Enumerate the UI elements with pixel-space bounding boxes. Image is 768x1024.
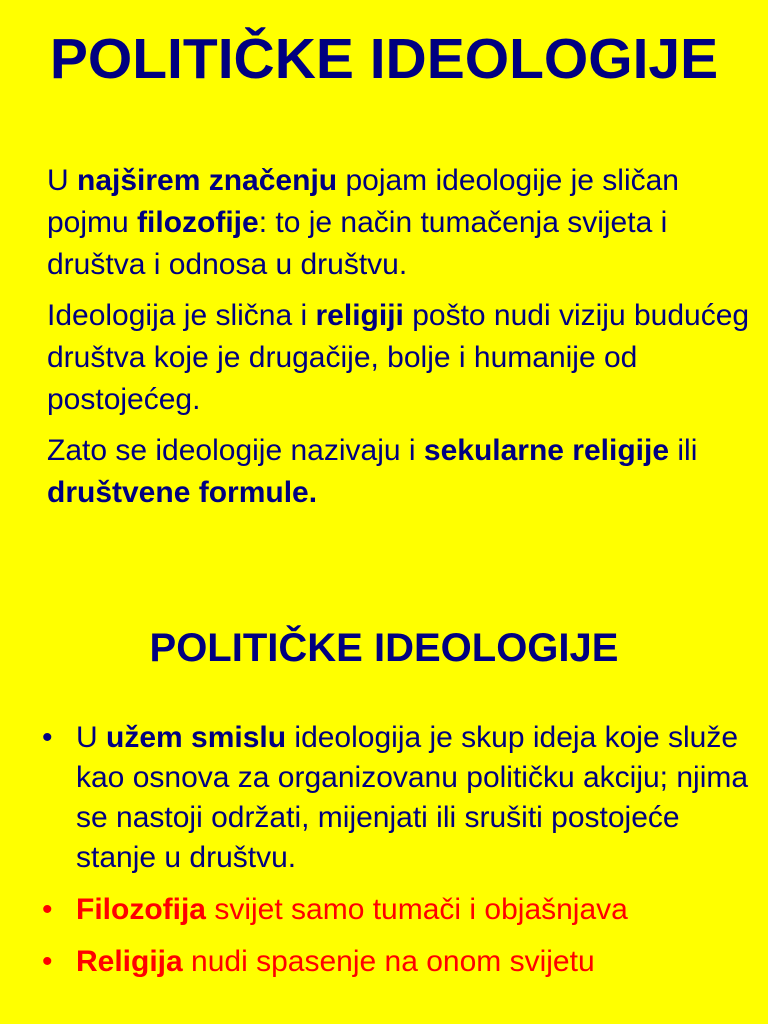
text-segment: : to je način tumačenja svijeta i društva i odnosa u društvu. [47,206,668,281]
slide1-paragraph [47,430,752,514]
text-segment: ideologija je skup ideja koje služe kao osnova za organizovanu političku akciju; njima se nastoji održati, mijenjati ili srušiti postojeće stanje u društvu. [76,721,749,874]
slide1-paragraph [47,160,752,286]
slide1-paragraph [47,295,752,421]
text-segment: U [47,164,77,197]
text-segment: Zato se ideologije nazivaju i [47,434,424,467]
text-segment-bold: filozofije [137,206,259,239]
text-segment-bold: društvene formule. [47,476,318,509]
slide2-title: POLITIČKE IDEOLOGIJE [149,626,619,670]
text-segment-bold: Religija [76,945,183,978]
text-segment-bold: užem smislu [106,721,287,754]
text-segment-bold: religiji [315,299,404,332]
list-item [42,718,757,878]
text-segment: svijet samo tumači i objašnjava [206,893,628,926]
slide2-bullet-list [42,718,757,994]
bullet-icon: • [42,721,53,754]
text-segment-bold: Filozofija [76,893,206,926]
list-item [42,890,757,930]
list-item [42,942,757,982]
bullet-icon: • [42,945,53,978]
slide1-body [47,160,752,523]
bullet-icon: • [42,893,53,926]
text-segment-bold: najširem značenju [77,164,338,197]
text-segment: nudi spasenje na onom svijetu [182,945,595,978]
text-segment-bold: sekularne religije [423,434,670,467]
text-segment: Ideologija je slična i [47,299,316,332]
slide1-title: POLITIČKE IDEOLOGIJE [49,27,719,91]
text-segment: pošto nudi viziju budućeg društva koje je drugačije, bolje i humanije od postojećeg. [47,299,750,416]
text-segment: U [76,721,106,754]
text-segment: ili [669,434,698,467]
text-segment: pojam ideologije je sličan pojmu [47,164,679,239]
